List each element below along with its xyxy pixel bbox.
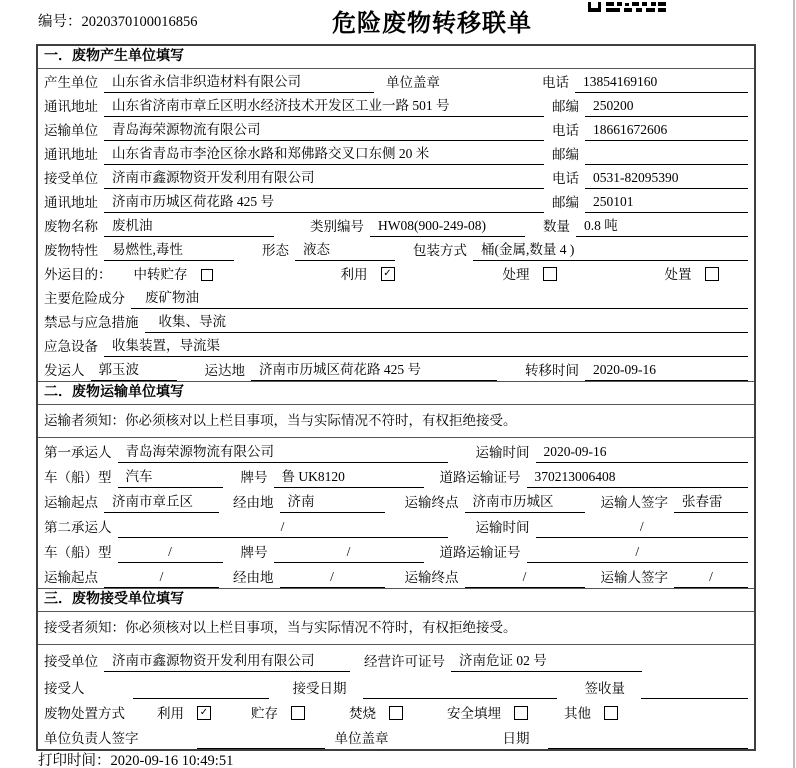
- transport-time1-value: 2020-09-16: [536, 441, 749, 463]
- sign1-label: 运输人签字: [600, 495, 668, 510]
- row-emergency-equipment: [38, 333, 754, 357]
- receive-date-value: [363, 677, 557, 699]
- purpose-option-treat-label: 处理: [502, 267, 530, 282]
- road-permit1-label: 道路运输证号: [439, 470, 521, 485]
- zip1-value: 250200: [585, 95, 748, 117]
- transport-time1-label: 运输时间: [475, 445, 530, 460]
- row-hazard: [38, 285, 754, 309]
- purpose-dispose-checkbox: [705, 267, 719, 281]
- purpose-option-dispose: [665, 264, 719, 285]
- section-2-title: 二．废物运输单位填写: [38, 381, 754, 405]
- disposal-use-label: 利用: [157, 706, 184, 721]
- qty-value: 0.8 吨: [576, 215, 748, 237]
- sign1-value: 张春雷: [674, 491, 748, 513]
- disposal-label: 废物处置方式: [44, 706, 125, 721]
- unit-stamp-label: 单位盖章: [334, 731, 389, 746]
- phone3-label: 电话: [552, 171, 579, 186]
- purpose-option-transfer-label: 中转贮存: [133, 267, 188, 282]
- receive-person-label: 接受人: [44, 681, 85, 696]
- zip1-label: 邮编: [552, 99, 579, 114]
- disposal-landfill-checkbox: [514, 706, 528, 720]
- character-label: 废物特性: [44, 243, 98, 258]
- row-carrier-2: [38, 513, 754, 538]
- purpose-option-transfer: [134, 264, 213, 285]
- purpose-option-dispose-label: 处置: [664, 267, 692, 282]
- end1-value: 济南市历城区: [465, 491, 585, 513]
- purpose-transfer-checkbox: [201, 269, 213, 281]
- plate1-label: 牌号: [240, 470, 268, 485]
- purpose-option-treat: [503, 264, 557, 285]
- row-purpose: [38, 261, 754, 285]
- transfer-time-label: 转移时间: [525, 363, 579, 378]
- producer-label: 产生单位: [44, 75, 98, 90]
- row-transporter: [38, 117, 754, 141]
- dest-label: 运达地: [204, 363, 245, 378]
- purpose-option-use: [341, 264, 395, 285]
- receive-date-label: 接受日期: [292, 681, 347, 696]
- purpose-option-use-label: 利用: [340, 267, 368, 282]
- receive-person-value: [133, 677, 269, 699]
- equip-label: 应急设备: [44, 339, 98, 354]
- print-time-label: 打印时间：: [38, 753, 111, 768]
- date2-label: 日期: [502, 731, 530, 746]
- purpose-treat-checkbox: [543, 267, 557, 281]
- disposal-option-incinerate: [349, 703, 403, 724]
- addr3-label: 通讯地址: [44, 195, 98, 210]
- vehicle2-label: 车（船）型: [44, 545, 112, 560]
- phone2-value: 18661672606: [585, 119, 748, 141]
- row-vehicle-1: [38, 463, 754, 488]
- license-value: 济南危证 02 号: [451, 650, 642, 672]
- addr1-label: 通讯地址: [44, 99, 98, 114]
- disposal-option-landfill: [447, 703, 528, 724]
- license-label: 经营许可证号: [364, 654, 445, 669]
- print-time: [38, 749, 233, 768]
- qr-code-partial-icon: [588, 0, 666, 18]
- receiver-label: 接受单位: [44, 171, 98, 186]
- responsible-sign-value: [197, 727, 325, 749]
- row-shipper: [38, 357, 754, 381]
- phone2-label: 电话: [552, 123, 579, 138]
- row-waste-character: [38, 237, 754, 261]
- origin2-value: /: [104, 566, 219, 588]
- zip2-value: [585, 143, 748, 165]
- row-receiver: [38, 165, 754, 189]
- shipper-label: 发运人: [44, 363, 85, 378]
- plate2-label: 牌号: [240, 545, 268, 560]
- row-receive-person: [38, 672, 754, 699]
- via2-label: 经由地: [233, 570, 274, 585]
- end2-value: /: [465, 566, 585, 588]
- qty-label: 数量: [543, 219, 570, 234]
- row-producer: [38, 69, 754, 93]
- hazard-value: 废矿物油: [131, 287, 748, 309]
- origin1-value: 济南市章丘区: [104, 491, 219, 513]
- carrier2-label: 第二承运人: [44, 520, 112, 535]
- disposal-option-store: [251, 703, 305, 724]
- via1-label: 经由地: [233, 495, 274, 510]
- addr1-value: 山东省济南市章丘区明水经济技术开发区工业一路 501 号: [104, 95, 544, 117]
- responsible-sign-label: 单位负责人签字: [44, 731, 139, 746]
- disposal-use-checkbox: [197, 706, 211, 720]
- origin2-label: 运输起点: [44, 570, 98, 585]
- disposal-landfill-label: 安全填埋: [447, 706, 501, 721]
- row-taboo: [38, 309, 754, 333]
- plate2-value: /: [274, 541, 424, 563]
- zip2-label: 邮编: [552, 147, 579, 162]
- row-route-2: [38, 563, 754, 588]
- disposal-option-use: [157, 703, 211, 724]
- page-title: 危险废物转移联单: [332, 11, 532, 37]
- page-right-edge: [793, 0, 795, 768]
- taboo-value: 收集、导流: [145, 311, 749, 333]
- carrier1-value: 青岛海荣源物流有限公司: [118, 441, 448, 463]
- row-responsible-sign: [38, 724, 754, 749]
- transporter-notice: 运输者须知：你必须核对以上栏目事项，当与实际情况不符时，有权拒绝接受。: [38, 405, 754, 438]
- disposal-option-other: [564, 703, 618, 724]
- zip3-label: 邮编: [552, 195, 579, 210]
- purpose-use-checkbox: [381, 267, 395, 281]
- hazard-label: 主要危险成分: [44, 291, 125, 306]
- row-route-1: [38, 488, 754, 513]
- waste-name-value: 废机油: [104, 215, 274, 237]
- carrier1-label: 第一承运人: [44, 445, 112, 460]
- transporter-label: 运输单位: [44, 123, 98, 138]
- row-transporter-address: [38, 141, 754, 165]
- purpose-use-checkmark: ✓: [383, 268, 392, 279]
- row-vehicle-2: [38, 538, 754, 563]
- doc-number-label: 编号：: [38, 14, 82, 30]
- row-waste-name: [38, 213, 754, 237]
- receiver-notice: 接受者须知：你必须核对以上栏目事项，当与实际情况不符时，有权拒绝接受。: [38, 612, 754, 645]
- dest-value: 济南市历城区荷花路 425 号: [251, 359, 497, 381]
- phone1-label: 电话: [542, 75, 569, 90]
- doc-number-value: 2020370100016856: [81, 14, 198, 30]
- packing-value: 桶(金属,数量 4 ): [473, 239, 748, 261]
- receive-unit-value: 济南市鑫源物资开发利用有限公司: [104, 650, 350, 672]
- form-box: [36, 44, 756, 751]
- shipper-value: 郭玉波: [91, 359, 177, 381]
- row-disposal-method: [38, 699, 754, 724]
- taboo-label: 禁忌与应急措施: [44, 315, 139, 330]
- addr2-value: 山东省青岛市李沧区徐水路和郑佛路交叉口东侧 20 米: [104, 143, 544, 165]
- receipt-amount-label: 签收量: [584, 681, 625, 696]
- doc-number: [38, 10, 198, 31]
- road-permit2-value: /: [527, 541, 749, 563]
- phone3-value: 0531-82095390: [585, 167, 748, 189]
- via2-value: /: [280, 566, 385, 588]
- section-receiver: [38, 588, 754, 749]
- end1-label: 运输终点: [404, 495, 459, 510]
- road-permit2-label: 道路运输证号: [439, 545, 521, 560]
- form-label: 形态: [262, 243, 289, 258]
- waste-name-label: 废物名称: [44, 219, 98, 234]
- row-receiver-address: [38, 189, 754, 213]
- addr2-label: 通讯地址: [44, 147, 98, 162]
- receiver-value: 济南市鑫源物资开发利用有限公司: [104, 167, 544, 189]
- print-time-value: 2020-09-16 10:49:51: [110, 753, 234, 768]
- section-producer: [38, 46, 754, 381]
- category-label: 类别编号: [310, 219, 364, 234]
- stamp-label: 单位盖章: [386, 75, 440, 90]
- vehicle1-label: 车（船）型: [44, 470, 112, 485]
- row-receive-unit: [38, 645, 754, 672]
- transporter-value: 青岛海荣源物流有限公司: [104, 119, 544, 141]
- purpose-label: 外运目的：: [44, 267, 112, 282]
- disposal-incinerate-label: 焚烧: [349, 706, 376, 721]
- transfer-time-value: 2020-09-16: [585, 359, 748, 381]
- producer-value: 山东省永信非织造材料有限公司: [104, 71, 374, 93]
- transport-time2-label: 运输时间: [475, 520, 530, 535]
- character-value: 易燃性,毒性: [104, 239, 234, 261]
- sign2-label: 运输人签字: [600, 570, 668, 585]
- section-3-title: 三．废物接受单位填写: [38, 588, 754, 612]
- vehicle2-value: /: [118, 541, 223, 563]
- plate1-value: 鲁 UK8120: [274, 466, 424, 488]
- equip-value: 收集装置，导流渠: [104, 335, 748, 357]
- row-producer-address: [38, 93, 754, 117]
- via1-value: 济南: [280, 491, 385, 513]
- disposal-store-label: 贮存: [251, 706, 278, 721]
- carrier2-value: /: [118, 516, 448, 538]
- form-value: 液态: [295, 239, 395, 261]
- row-carrier-1: [38, 438, 754, 463]
- packing-label: 包装方式: [413, 243, 467, 258]
- receipt-amount-value: [641, 677, 748, 699]
- section-1-title: 一．废物产生单位填写: [38, 46, 754, 69]
- zip3-value: 250101: [585, 191, 748, 213]
- sign2-value: /: [674, 566, 748, 588]
- date2-value: [548, 727, 749, 749]
- addr3-value: 济南市历城区荷花路 425 号: [104, 191, 544, 213]
- transport-time2-value: /: [536, 516, 749, 538]
- section-transporter: [38, 381, 754, 588]
- end2-label: 运输终点: [404, 570, 459, 585]
- disposal-other-checkbox: [604, 706, 618, 720]
- road-permit1-value: 370213006408: [527, 466, 749, 488]
- disposal-use-checkmark: ✓: [199, 707, 209, 718]
- origin1-label: 运输起点: [44, 495, 98, 510]
- phone1-value: 13854169160: [575, 71, 748, 93]
- disposal-store-checkbox: [291, 706, 305, 720]
- disposal-other-label: 其他: [564, 706, 591, 721]
- receive-unit-label: 接受单位: [44, 654, 98, 669]
- vehicle1-value: 汽车: [118, 466, 223, 488]
- category-value: HW08(900-249-08): [370, 215, 525, 237]
- disposal-incinerate-checkbox: [389, 706, 403, 720]
